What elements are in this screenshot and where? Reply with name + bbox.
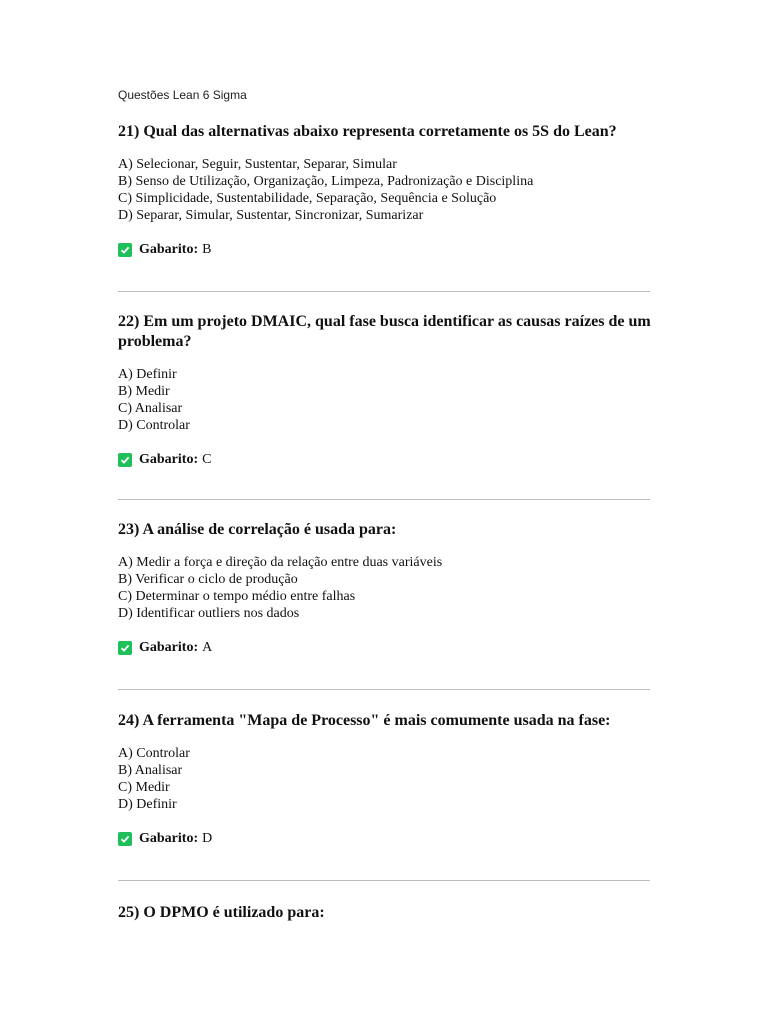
answer-key xyxy=(118,452,652,468)
option-d: D) Controlar xyxy=(118,418,190,433)
question-21 xyxy=(118,122,652,258)
options-list xyxy=(118,156,652,224)
check-mark-icon xyxy=(118,832,132,846)
answer-value: A xyxy=(202,640,213,655)
option-a: A) Selecionar, Seguir, Sustentar, Separar, Simular xyxy=(118,157,397,172)
question-title: 25) O DPMO é utilizado para: xyxy=(118,904,325,921)
question-title: 23) A análise de correlação é usada para: xyxy=(118,521,397,538)
document-header: Questões Lean 6 Sigma xyxy=(118,88,247,102)
divider xyxy=(118,291,650,292)
option-c: C) Analisar xyxy=(118,401,183,416)
option-a: A) Medir a força e direção da relação entre duas variáveis xyxy=(118,555,443,570)
question-22 xyxy=(118,312,652,468)
question-title: 24) A ferramenta "Mapa de Processo" é mais comumente usada na fase: xyxy=(118,712,611,729)
check-mark-icon xyxy=(118,453,132,467)
answer-label: Gabarito: xyxy=(139,452,199,467)
option-a: A) Controlar xyxy=(118,746,190,761)
option-d: D) Definir xyxy=(118,797,177,812)
option-a: A) Definir xyxy=(118,367,177,382)
question-24 xyxy=(118,711,652,847)
question-title: 21) Qual das alternativas abaixo representa corretamente os 5S do Lean? xyxy=(118,123,617,140)
answer-value: D xyxy=(202,831,213,846)
option-d: D) Identificar outliers nos dados xyxy=(118,606,300,621)
option-b: B) Senso de Utilização, Organização, Limpeza, Padronização e Disciplina xyxy=(118,174,534,189)
answer-key xyxy=(118,640,652,656)
answer-value: B xyxy=(202,242,212,257)
answer-key xyxy=(118,831,652,847)
question-title: 22) Em um projeto DMAIC, qual fase busca identificar as causas raízes de um problema? xyxy=(118,313,651,350)
options-list xyxy=(118,745,652,813)
question-23 xyxy=(118,520,652,656)
divider xyxy=(118,499,650,500)
divider xyxy=(118,689,650,690)
option-c: C) Simplicidade, Sustentabilidade, Separação, Sequência e Solução xyxy=(118,191,497,206)
option-b: B) Verificar o ciclo de produção xyxy=(118,572,298,587)
option-b: B) Medir xyxy=(118,384,170,399)
question-25 xyxy=(118,903,652,923)
answer-label: Gabarito: xyxy=(139,640,199,655)
option-d: D) Separar, Simular, Sustentar, Sincronizar, Sumarizar xyxy=(118,208,424,223)
answer-label: Gabarito: xyxy=(139,242,199,257)
check-mark-icon xyxy=(118,641,132,655)
answer-key xyxy=(118,242,652,258)
option-b: B) Analisar xyxy=(118,763,183,778)
divider xyxy=(118,880,650,881)
answer-label: Gabarito: xyxy=(139,831,199,846)
option-c: C) Medir xyxy=(118,780,170,795)
option-c: C) Determinar o tempo médio entre falhas xyxy=(118,589,356,604)
options-list xyxy=(118,554,652,622)
options-list xyxy=(118,366,652,434)
check-mark-icon xyxy=(118,243,132,257)
answer-value: C xyxy=(202,452,212,467)
